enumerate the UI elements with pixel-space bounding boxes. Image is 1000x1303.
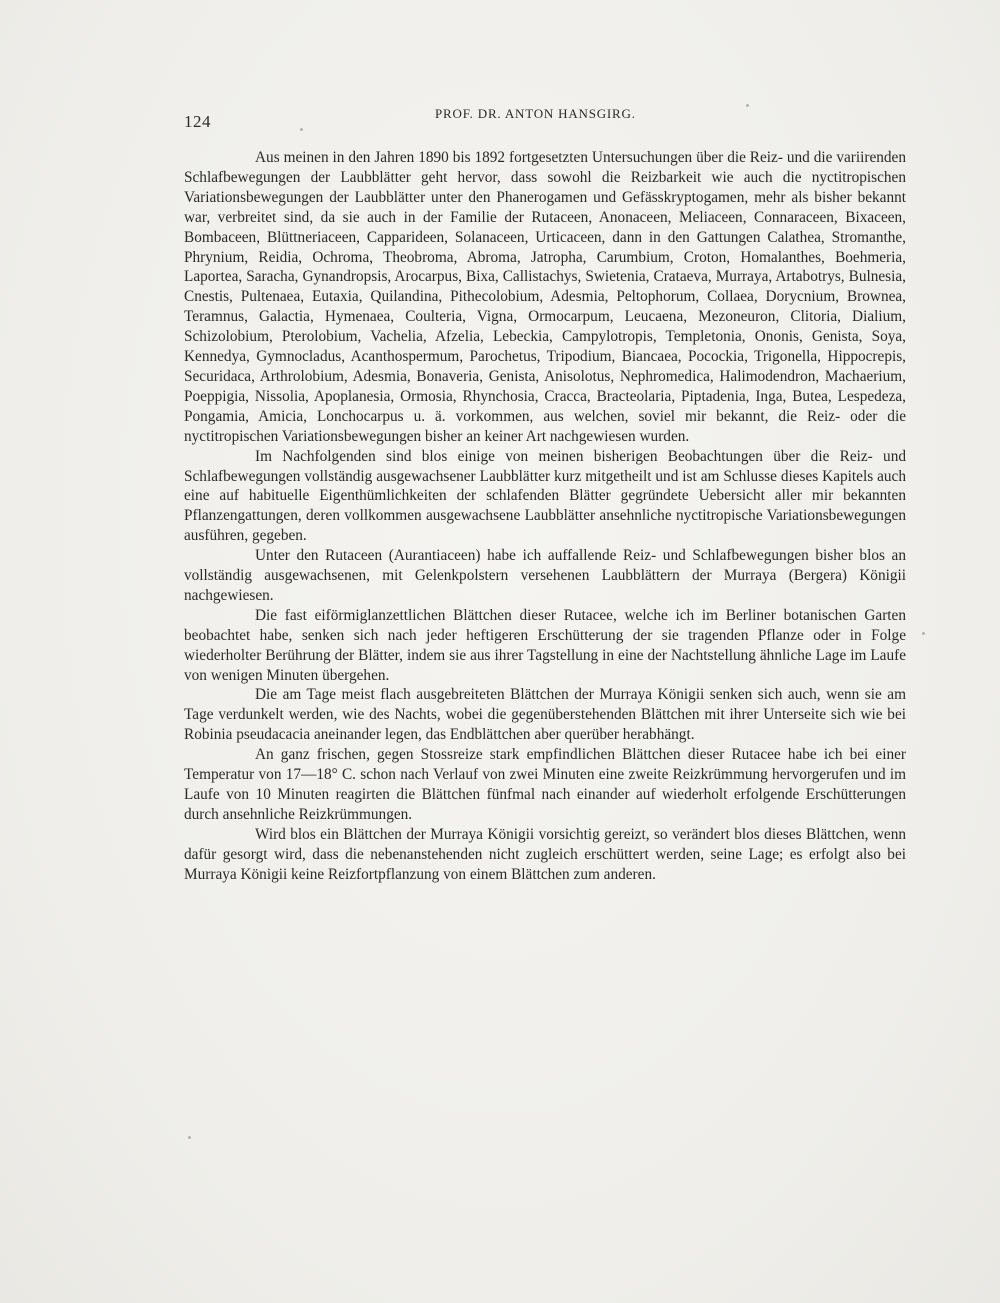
scan-speck [746, 104, 749, 107]
body-text [184, 148, 906, 885]
paragraph: Die fast eiförmiglanzettlichen Blättchen dieser Rutacee, welche ich im Berliner botanischen Garten beobachtet habe, senken sich nach jeder heftigeren Erschütterung der sie tragenden Pflanze oder in Folge wiederholter Berührung der Blätter, indem sie aus ihrer Tagstellung in eine der Nachtstellung ähnliche Lage im Laufe von wenigen Minuten übergehen. [184, 606, 906, 684]
page-number: 124 [184, 112, 211, 131]
paragraph: Die am Tage meist flach ausgebreiteten Blättchen der Murraya Königii senken sich auch, wenn sie am Tage verdunkelt werden, wie des Nachts, wobei die gegenüberstehenden Blättchen mit ihrer Unterseite sich wie bei Robinia pseudacacia aneinander legen, das Endblättchen aber querüber herabhängt. [184, 686, 906, 744]
paragraph: Unter den Rutaceen (Aurantiaceen) habe ich auffallende Reiz- und Schlafbewegungen bisher blos an vollständig ausgewachsenen, mit Gelenkpolstern versehenen Laubblättern der Murraya (Bergera) Königii nachgewiesen. [184, 547, 906, 604]
paragraph: Aus meinen in den Jahren 1890 bis 1892 fortgesetzten Untersuchungen über die Reiz- und die variirenden Schlafbewegungen der Laubblätter geht hervor, dass sowohl die Reizbarkeit wie auch die nyctitropischen Variationsbewegungen der Laubblätter unter den Phanerogamen und Gefässkryptogamen, mehr als bisher bekannt war, verbreitet sind, da sie auch in der Familie der Rutaceen, Anonaceen, Meliaceen, Connaraceen, Bixaceen, Bombaceen, Blüttneriaceen, Capparideen, Solanaceen, Urticaceen, dann in den Gattungen Calathea, Stromanthe, Phrynium, Reidia, Ochroma, Theobroma, Abroma, Jatropha, Carumbium, Croton, Homalanthes, Boehmeria, Laportea, Saracha, Gynandropsis, Arocarpus, Bixa, Callistachys, Swietenia, Crataeva, Murraya, Artabotrys, Bulnesia, Cnestis, Pultenaea, Eutaxia, Quilandina, Pithecolobium, Adesmia, Peltophorum, Collaea, Dorycnium, Brownea, Teramnus, Galactia, Hymenaea, Coulteria, Vigna, Ormocarpum, Leucaena, Mezoneuron, Clitoria, Dialium, Schizolobium, Pterolobium, Vachelia, Afzelia, Lebeckia, Campylotropis, Templetonia, Ononis, Genista, Soya, Kennedya, Gymnocladus, Acanthospermum, Parochetus, Tripodium, Biancaea, Pocockia, Trigonella, Hippocrepis, Securidaca, Arthrolobium, Adesmia, Bonaveria, Genista, Anisolotus, Nephromedica, Halimodendron, Machaerium, Poeppigia, Nissolia, Apoplanesia, Ormosia, Rhynchosia, Cracca, Bracteolaria, Piptadenia, Inga, Butea, Lespedeza, Pongamia, Amicia, Lonchocarpus u. ä. vorkommen, aus welchen, soviel mir bekannt, die Reiz- oder die nyctitropischen Variationsbewegungen bisher an keiner Art nachgewiesen wurden. [184, 149, 906, 445]
paragraph: Im Nachfolgenden sind blos einige von meinen bisherigen Beobachtungen über die Reiz- und Schlafbewegungen vollständig ausgewachsener Laubblätter kurz mitgetheilt und ist am Schlusse dieses Kapitels auch eine auf habituelle Eigenthümlichkeiten der schlafenden Blätter gegründete Uebersicht aller mir bekannten Pflanzengattungen, deren vollkommen ausgewachsene Laubblätter ansehnliche nyctitropische Variationsbewegungen ausführen, gegeben. [184, 447, 906, 545]
scan-speck [188, 1136, 191, 1139]
page-header [184, 104, 909, 134]
paragraph: Wird blos ein Blättchen der Murraya Königii vorsichtig gereizt, so verändert blos dieses Blättchen, wenn dafür gesorgt wird, dass die nebenanstehenden nicht zugleich erschüttert werden, seine Lage; es erfolgt also bei Murraya Königii keine Reizfortpflanzung von einem Blättchen zum anderen. [184, 825, 906, 883]
running-title: PROF. DR. ANTON HANSGIRG. [435, 106, 636, 121]
paragraph: An ganz frischen, gegen Stossreize stark empfindlichen Blättchen dieser Rutacee habe ich bei einer Temperatur von 17—18° C. schon nach Verlauf von zwei Minuten eine zweite Reizkrümmung hervorgerufen und im Laufe von 10 Minuten reagirten die Blättchen fünfmal nach einander auf wiederholt erfolgende Erschütterungen durch ansehnliche Reizkrümmungen. [184, 746, 906, 823]
scan-speck [300, 128, 303, 131]
scan-speck [922, 632, 925, 635]
